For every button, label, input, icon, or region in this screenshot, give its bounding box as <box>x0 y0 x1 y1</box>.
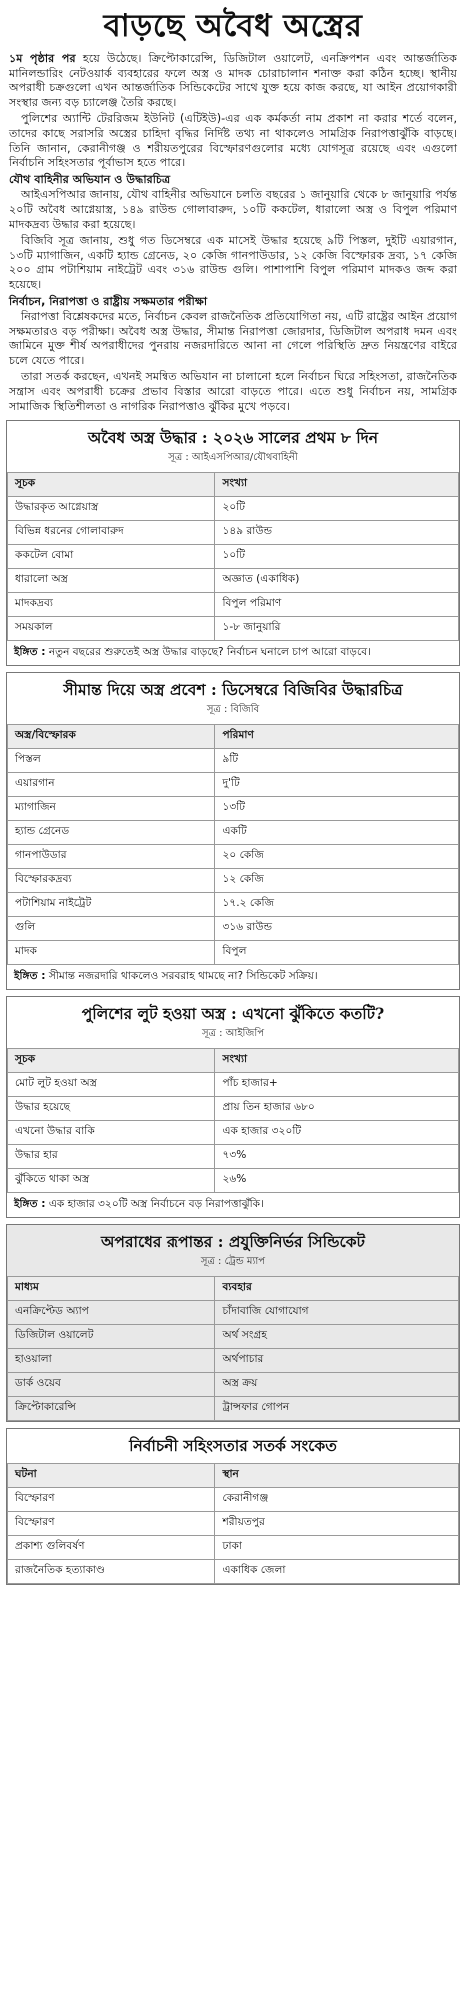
table-cell: বিপুল <box>215 941 459 965</box>
table-row <box>8 941 459 965</box>
table-cell: অর্থ সংগ্রহ <box>215 1325 459 1349</box>
table-cell: বিস্ফোরণ <box>8 1488 215 1512</box>
table-cell: ট্রান্সফার গোপন <box>215 1397 459 1421</box>
table-row <box>8 497 459 521</box>
table-cell: ১৭.২ কেজি <box>215 893 459 917</box>
table-row <box>8 869 459 893</box>
table-row <box>8 1536 459 1560</box>
table-cell: মাদক <box>8 941 215 965</box>
box-title: পুলিশের লুট হওয়া অস্ত্র : এখনো ঝুঁকিতে কতটি? <box>81 1004 385 1024</box>
article-paragraph-6: তারা সতর্ক করছেন, এখনই সমন্বিত অভিযান না চালানো হলে নির্বাচন ঘিরে সহিংসতা, রাজনৈতিক সন্ত্রাস এবং অপরাধী চক্রের প্রভাব বিস্তার আরো বাড়তে পারে। এতে শুধু নির্বাচন নয়, সামগ্রিক সামাজিক স্থিতিশীলতা ও নাগরিক নিরাপত্তাও ঝুঁকির মুখে পড়বে। <box>9 370 457 413</box>
table-cell: বিপুল পরিমাণ <box>215 593 459 617</box>
table-row <box>8 1073 459 1097</box>
subheading-election-security: নির্বাচন, নিরাপত্তা ও রাষ্ট্রীয় সক্ষমতার পরীক্ষা <box>9 294 208 308</box>
table-cell: ককটেল বোমা <box>8 545 215 569</box>
table-row <box>8 749 459 773</box>
table-cell: দু'টি <box>215 773 459 797</box>
table-cell: মাদকদ্রব্য <box>8 593 215 617</box>
table-row <box>8 773 459 797</box>
data-table <box>7 1276 459 1421</box>
article-paragraph-3: আইএসপিআর জানায়, যৌথ বাহিনীর অভিযানে চলতি বছরের ১ জানুয়ারি থেকে ৮ জানুয়ারি পর্যন্ত ২০টি অবৈধ আগ্নেয়াস্ত্র, ১৪৯ রাউন্ড গোলাবারুদ, ১০টি ককটেল, ধারালো অস্ত্র ও বিপুল পরিমাণ মাদকদ্রব্য উদ্ধার করা হয়েছে। <box>9 188 457 231</box>
info-box <box>6 996 460 1218</box>
table-row <box>8 821 459 845</box>
headline: বাড়ছে অবৈধ অস্ত্রের <box>103 8 363 44</box>
table-cell: ঝুঁকিতে থাকা অস্ত্র <box>8 1169 215 1193</box>
table-cell: ৩১৬ রাউন্ড <box>215 917 459 941</box>
table-cell: হাওয়ালা <box>8 1349 215 1373</box>
table-row <box>8 1373 459 1397</box>
column-header: স্থান <box>215 1464 459 1488</box>
table-cell: বিস্ফোরণ <box>8 1512 215 1536</box>
table-cell: ১-৮ জানুয়ারি <box>215 617 459 641</box>
table-row <box>8 569 459 593</box>
note-label: ইঙ্গিত : <box>14 1198 46 1211</box>
data-table <box>7 1048 459 1193</box>
column-header: অস্ত্র/বিস্ফোরক <box>8 725 215 749</box>
info-box <box>6 672 460 990</box>
table-row <box>8 845 459 869</box>
table-cell: অস্ত্র ক্রয় <box>215 1373 459 1397</box>
box-source: সূত্র : ট্রেন্ড ম্যাপ <box>200 1256 266 1268</box>
table-cell: অজ্ঞাত (একাধিক) <box>215 569 459 593</box>
table-cell: ১৩টি <box>215 797 459 821</box>
table-cell: পটাশিয়াম নাইট্রেট <box>8 893 215 917</box>
table-cell: ১২ কেজি <box>215 869 459 893</box>
table-cell: চাঁদাবাজি যোগাযোগ <box>215 1301 459 1325</box>
table-row <box>8 593 459 617</box>
data-table <box>7 724 459 965</box>
article-paragraph-2: পুলিশের অ্যান্টি টেররিজম ইউনিট (এটিইউ)-এর এক কর্মকর্তা নাম প্রকাশ না করার শর্তে বলেন, তাদের কাছে সরাসরি অস্ত্রের চাহিদা বৃদ্ধির নির্দিষ্ট তথ্য না থাকলেও সামগ্রিক নিরাপত্তাঝুঁকি বাড়ছে। তিনি জানান, কেরানীগঞ্জ ও শরীয়তপুরের বিস্ফোরণগুলোর মধ্যে যোগসূত্র রয়েছে এবং এগুলো নির্বাচনি সহিংসতার পূর্বাভাস হতে পারে। <box>9 112 457 170</box>
table-row <box>8 521 459 545</box>
table-cell: উদ্ধারকৃত আগ্নেয়াস্ত্র <box>8 497 215 521</box>
table-cell: ১৪৯ রাউন্ড <box>215 521 459 545</box>
data-table <box>7 472 459 641</box>
table-row <box>8 1301 459 1325</box>
table-cell: ২০টি <box>215 497 459 521</box>
table-cell: অর্থপাচার <box>215 1349 459 1373</box>
box-title: অবৈধ অস্ত্র উদ্ধার : ২০২৬ সালের প্রথম ৮ দিন <box>87 428 379 448</box>
table-cell: গুলি <box>8 917 215 941</box>
table-cell: ২৬% <box>215 1169 459 1193</box>
table-row <box>8 797 459 821</box>
table-row <box>8 1145 459 1169</box>
box-note <box>7 965 459 989</box>
data-table <box>7 1463 459 1584</box>
table-cell: গানপাউডার <box>8 845 215 869</box>
continued-label: ১ম পৃষ্ঠার পর <box>9 52 76 65</box>
table-header-row <box>8 725 459 749</box>
table-row <box>8 1349 459 1373</box>
note-text: সীমান্ত নজরদারি থাকলেও সরবরাহ থামছে না? সিন্ডিকেট সক্রিয়। <box>48 970 318 983</box>
table-header-row <box>8 1277 459 1301</box>
article-body <box>0 52 466 414</box>
table-cell: শরীয়তপুর <box>215 1512 459 1536</box>
table-cell: ধারালো অস্ত্র <box>8 569 215 593</box>
article-paragraph-1: ১ম পৃষ্ঠার পর হয়ে উঠেছে। ক্রিপ্টোকারেন্সি, ডিজিটাল ওয়ালেট, এনক্রিপশন এবং আন্তর্জাতিক মানিলন্ডারিং নেটওয়ার্ক ব্যবহারের ফলে অস্ত্র ও মাদক চোরাচালান শনাক্ত করা কঠিন হচ্ছে। স্থানীয় অপরাধী চক্রগুলো এখন আন্তর্জাতিক সিন্ডিকেটের সাথে যুক্ত হয়ে কাজ করছে, যা আইন প্রয়োগকারী সংস্থার জন্য বড় চ্যালেঞ্জ তৈরি করছে। <box>9 52 457 109</box>
table-row <box>8 1488 459 1512</box>
table-row <box>8 617 459 641</box>
column-header: সংখ্যা <box>215 1049 459 1073</box>
table-cell: ১০টি <box>215 545 459 569</box>
table-cell: প্রায় তিন হাজার ৬৮০ <box>215 1097 459 1121</box>
table-header-row <box>8 1464 459 1488</box>
table-row <box>8 1169 459 1193</box>
box-title: অপরাধের রূপান্তর : প্রযুক্তিনির্ভর সিন্ডিকেট <box>101 1232 365 1252</box>
column-header: সংখ্যা <box>215 473 459 497</box>
box-title: নির্বাচনী সহিংসতার সতর্ক সংকেত <box>129 1436 337 1456</box>
table-cell: পিস্তল <box>8 749 215 773</box>
table-cell: সময়কাল <box>8 617 215 641</box>
info-box <box>6 420 460 666</box>
table-cell: প্রকাশ্য গুলিবর্ষণ <box>8 1536 215 1560</box>
table-row <box>8 1397 459 1421</box>
column-header: পরিমাণ <box>215 725 459 749</box>
column-header: মাধ্যম <box>8 1277 215 1301</box>
table-row <box>8 893 459 917</box>
table-cell: এয়ারগান <box>8 773 215 797</box>
table-cell: মোট লুট হওয়া অস্ত্র <box>8 1073 215 1097</box>
column-header: ব্যবহার <box>215 1277 459 1301</box>
column-header: সূচক <box>8 1049 215 1073</box>
table-cell: ২০ কেজি <box>215 845 459 869</box>
subheading-joint-forces: যৌথ বাহিনীর অভিযান ও উদ্ধারচিত্র <box>9 172 171 186</box>
table-cell: একটি <box>215 821 459 845</box>
column-header: ঘটনা <box>8 1464 215 1488</box>
table-row <box>8 1325 459 1349</box>
table-cell: বিভিন্ন ধরনের গোলাবারুদ <box>8 521 215 545</box>
article-paragraph-5: নিরাপত্তা বিশ্লেষকদের মতে, নির্বাচন কেবল রাজনৈতিক প্রতিযোগিতা নয়, এটি রাষ্ট্রের আইন প্রয়োগ সক্ষমতারও বড় পরীক্ষা। অবৈধ অস্ত্র উদ্ধার, সীমান্ত নিরাপত্তা জোরদার, ডিজিটাল অপরাধ দমন এবং জামিনে মুক্ত শীর্ষ অপরাধীদের পুনরায় নজরদারিতে আনা না গেলে পরিস্থিতি দ্রুত নিয়ন্ত্রণের বাইরে চলে যেতে পারে। <box>9 310 457 367</box>
table-cell: উদ্ধার হয়েছে <box>8 1097 215 1121</box>
note-label: ইঙ্গিত : <box>14 970 46 983</box>
table-cell: রাজনৈতিক হত্যাকাণ্ড <box>8 1560 215 1584</box>
table-row <box>8 917 459 941</box>
table-cell: ৯টি <box>215 749 459 773</box>
column-header: সূচক <box>8 473 215 497</box>
data-tables <box>0 420 466 1585</box>
table-row <box>8 545 459 569</box>
table-cell: বিস্ফোরকদ্রব্য <box>8 869 215 893</box>
table-cell: পাঁচ হাজার+ <box>215 1073 459 1097</box>
table-cell: ঢাকা <box>215 1536 459 1560</box>
table-cell: ম্যাগাজিন <box>8 797 215 821</box>
box-note <box>7 641 459 665</box>
table-cell: কেরানীগঞ্জ <box>215 1488 459 1512</box>
box-source: সূত্র : আইজিপি <box>201 1028 264 1040</box>
note-label: ইঙ্গিত : <box>14 646 46 659</box>
table-cell: ক্রিপ্টোকারেন্সি <box>8 1397 215 1421</box>
table-cell: ডার্ক ওয়েব <box>8 1373 215 1397</box>
note-text: এক হাজার ৩২০টি অস্ত্র নির্বাচনে বড় নিরাপত্তাঝুঁকি। <box>48 1198 264 1211</box>
table-cell: ডিজিটাল ওয়ালেট <box>8 1325 215 1349</box>
table-cell: ৭৩% <box>215 1145 459 1169</box>
box-note <box>7 1193 459 1217</box>
table-cell: হ্যান্ড গ্রেনেড <box>8 821 215 845</box>
table-header-row <box>8 1049 459 1073</box>
table-row <box>8 1121 459 1145</box>
table-cell: এখনো উদ্ধার বাকি <box>8 1121 215 1145</box>
table-header-row <box>8 473 459 497</box>
info-box <box>6 1428 460 1585</box>
table-row <box>8 1560 459 1584</box>
box-title: সীমান্ত দিয়ে অস্ত্র প্রবেশ : ডিসেম্বরে বিজিবির উদ্ধারচিত্র <box>63 680 403 700</box>
table-row <box>8 1097 459 1121</box>
box-source: সূত্র : বিজিবি <box>206 704 260 716</box>
article-paragraph-4: বিজিবি সূত্র জানায়, শুধু গত ডিসেম্বরে এক মাসেই উদ্ধার হয়েছে ৯টি পিস্তল, দুইটি এয়ারগান, ১৩টি ম্যাগাজিন, একটি হ্যান্ড গ্রেনেড, ২০ কেজি গানপাউডার, ১২ কেজি বিস্ফোরক দ্রব্য, ১৭ কেজি ২০০ গ্রাম পটাশিয়াম নাইট্রেট এবং ৩১৬ রাউন্ড গুলি। পাশাপাশি বিপুল পরিমাণ মাদকও জব্দ করা হয়েছে। <box>9 234 457 291</box>
table-cell: একাধিক জেলা <box>215 1560 459 1584</box>
table-row <box>8 1512 459 1536</box>
table-cell: এনক্রিপ্টেড অ্যাপ <box>8 1301 215 1325</box>
table-cell: উদ্ধার হার <box>8 1145 215 1169</box>
info-box <box>6 1224 460 1422</box>
note-text: নতুন বছরের শুরুতেই অস্ত্র উদ্ধার বাড়ছে? নির্বাচন ঘনালে চাপ আরো বাড়বে। <box>48 646 371 659</box>
box-source: সূত্র : আইএসপিআর/যৌথবাহিনী <box>168 452 298 464</box>
table-cell: এক হাজার ৩২০টি <box>215 1121 459 1145</box>
